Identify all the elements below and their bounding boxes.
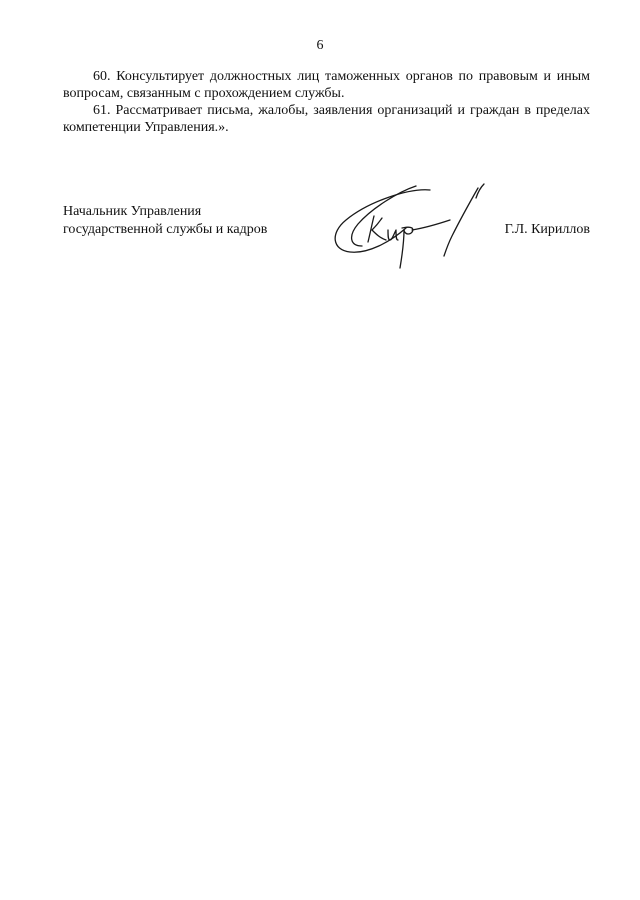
page-number: 6 <box>316 38 324 53</box>
paragraph-60: 60. Консультирует должностных лиц таможенных органов по правовым и иным вопросам, связанным с прохождением службы. <box>63 69 590 101</box>
position-line-1: Начальник Управления <box>63 204 202 219</box>
handwritten-signature <box>328 180 498 270</box>
position-line-2: государственной службы и кадров <box>63 222 268 237</box>
paragraph-61: 61. Рассматривает письма, жалобы, заявления организаций и граждан в пределах компетенции Управления.». <box>63 103 590 135</box>
signer-name: Г.Л. Кириллов <box>504 222 590 237</box>
document-body <box>63 68 590 136</box>
signatory-position <box>63 203 267 239</box>
